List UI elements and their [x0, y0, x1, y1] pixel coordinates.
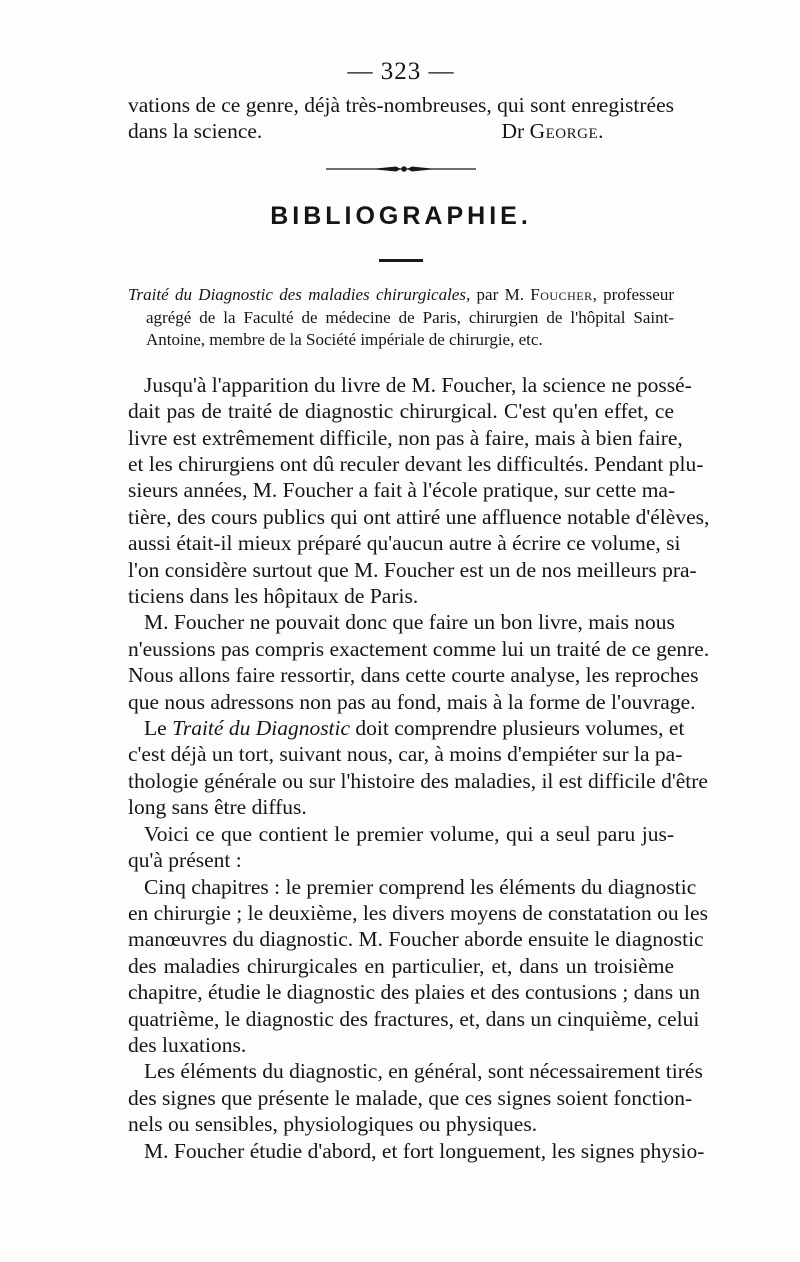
paragraph-5	[128, 874, 708, 1059]
text-line: ticiens dans les hôpitaux de Paris.	[128, 584, 419, 609]
text-line: chapitre, étudie le diagnostic des plaies et des contusions ; dans un	[128, 980, 700, 1005]
italic-title: Traité du Diagnostic	[172, 716, 351, 741]
bib-text: , professeur	[592, 285, 674, 305]
intro-line-2: dans la science.	[128, 119, 263, 144]
bib-author: Foucher	[530, 285, 593, 305]
intro-line-1: vations de ce genre, déjà très-nombreuses, qui sont enregistrées	[128, 93, 674, 117]
text-line: c'est déjà un tort, suivant nous, car, à moins d'empiéter sur la pa-	[128, 742, 683, 767]
title-rule	[379, 259, 423, 262]
text-line: qu'à présent :	[128, 848, 242, 873]
section-title: BIBLIOGRAPHIE.	[270, 202, 532, 231]
text-line: quatrième, le diagnostic des fractures, et, dans un cinquième, celui	[128, 1006, 700, 1031]
text-line: que nous adressons non pas au fond, mais à la forme de l'ouvrage.	[128, 689, 696, 714]
signature-name: George.	[529, 119, 604, 144]
text-line: Jusqu'à l'apparition du livre de M. Foucher, la science ne possé-	[144, 372, 692, 397]
paragraph-2	[128, 609, 710, 715]
document-page	[128, 58, 710, 1164]
text-line: n'eussions pas compris exactement comme lui un traité de ce genre.	[128, 636, 710, 661]
bib-line-2: agrégé de la Faculté de médecine de Paris, chirurgien de l'hôpital Saint-	[146, 307, 674, 327]
text-line: des signes que présente le malade, que ces signes soient fonction-	[128, 1085, 693, 1110]
ornament-divider	[326, 164, 476, 174]
bib-line-3: Antoine, membre de la Société impériale de chirurgie, etc.	[146, 330, 543, 350]
text-line: nels ou sensibles, physiologiques ou physiques.	[128, 1112, 538, 1137]
text-line: Cinq chapitres : le premier comprend les éléments du diagnostic	[144, 874, 697, 899]
body-text	[128, 372, 710, 1164]
text-line: tière, des cours publics qui ont attiré une affluence notable d'élèves,	[128, 504, 710, 529]
text-line: sieurs années, M. Foucher a fait à l'école pratique, sur cette ma-	[128, 478, 676, 503]
paragraph-6	[128, 1058, 703, 1137]
text-line: long sans être diffus.	[128, 795, 307, 820]
text-line: et les chirurgiens ont dû reculer devant les difficultés. Pendant plu-	[128, 452, 704, 477]
text-line: des maladies chirurgicales en particulier, et, dans un troisième	[128, 953, 674, 978]
text-line: Les éléments du diagnostic, en général, sont nécessairement tirés	[144, 1059, 703, 1084]
paragraph-4	[128, 821, 674, 874]
text-line	[128, 715, 685, 741]
text-line: livre est extrêmement difficile, non pas à faire, mais à bien faire,	[128, 425, 683, 450]
text-span: Le	[144, 716, 173, 741]
text-line: M. Foucher étudie d'abord, et fort longuement, les signes physio-	[144, 1138, 705, 1163]
text-line: M. Foucher ne pouvait donc que faire un bon livre, mais nous	[144, 610, 675, 635]
text-line: l'on considère surtout que M. Foucher est un de nos meilleurs pra-	[128, 557, 697, 582]
text-line: Voici ce que contient le premier volume, qui a seul paru jus-	[144, 821, 674, 846]
text-line: manœuvres du diagnostic. M. Foucher aborde ensuite le diagnostic	[128, 927, 704, 952]
text-span: doit comprendre plusieurs volumes, et	[350, 716, 685, 741]
text-line: thologie générale ou sur l'histoire des maladies, il est difficile d'être	[128, 768, 708, 793]
page-number: — 323 —	[347, 58, 455, 85]
signature-prefix: Dr	[501, 119, 525, 144]
text-line: aussi était-il mieux préparé qu'aucun autre à écrire ce volume, si	[128, 531, 681, 556]
text-line: des luxations.	[128, 1032, 247, 1057]
bibliography-entry	[128, 284, 674, 352]
work-title: Traité du Diagnostic des maladies chirurgicales,	[128, 285, 471, 305]
paragraph-3	[128, 715, 708, 821]
text-line: en chirurgie ; le deuxième, les divers moyens de constatation ou les	[128, 900, 708, 925]
paragraph-7	[128, 1138, 705, 1164]
intro-signoff	[128, 118, 674, 144]
paragraph-1	[128, 372, 710, 610]
signature	[502, 118, 674, 144]
text-line: dait pas de traité de diagnostic chirurgical. C'est qu'en effet, ce	[128, 399, 674, 424]
text-line: Nous allons faire ressortir, dans cette courte analyse, les reproches	[128, 663, 699, 688]
bib-text: par M.	[470, 285, 531, 305]
